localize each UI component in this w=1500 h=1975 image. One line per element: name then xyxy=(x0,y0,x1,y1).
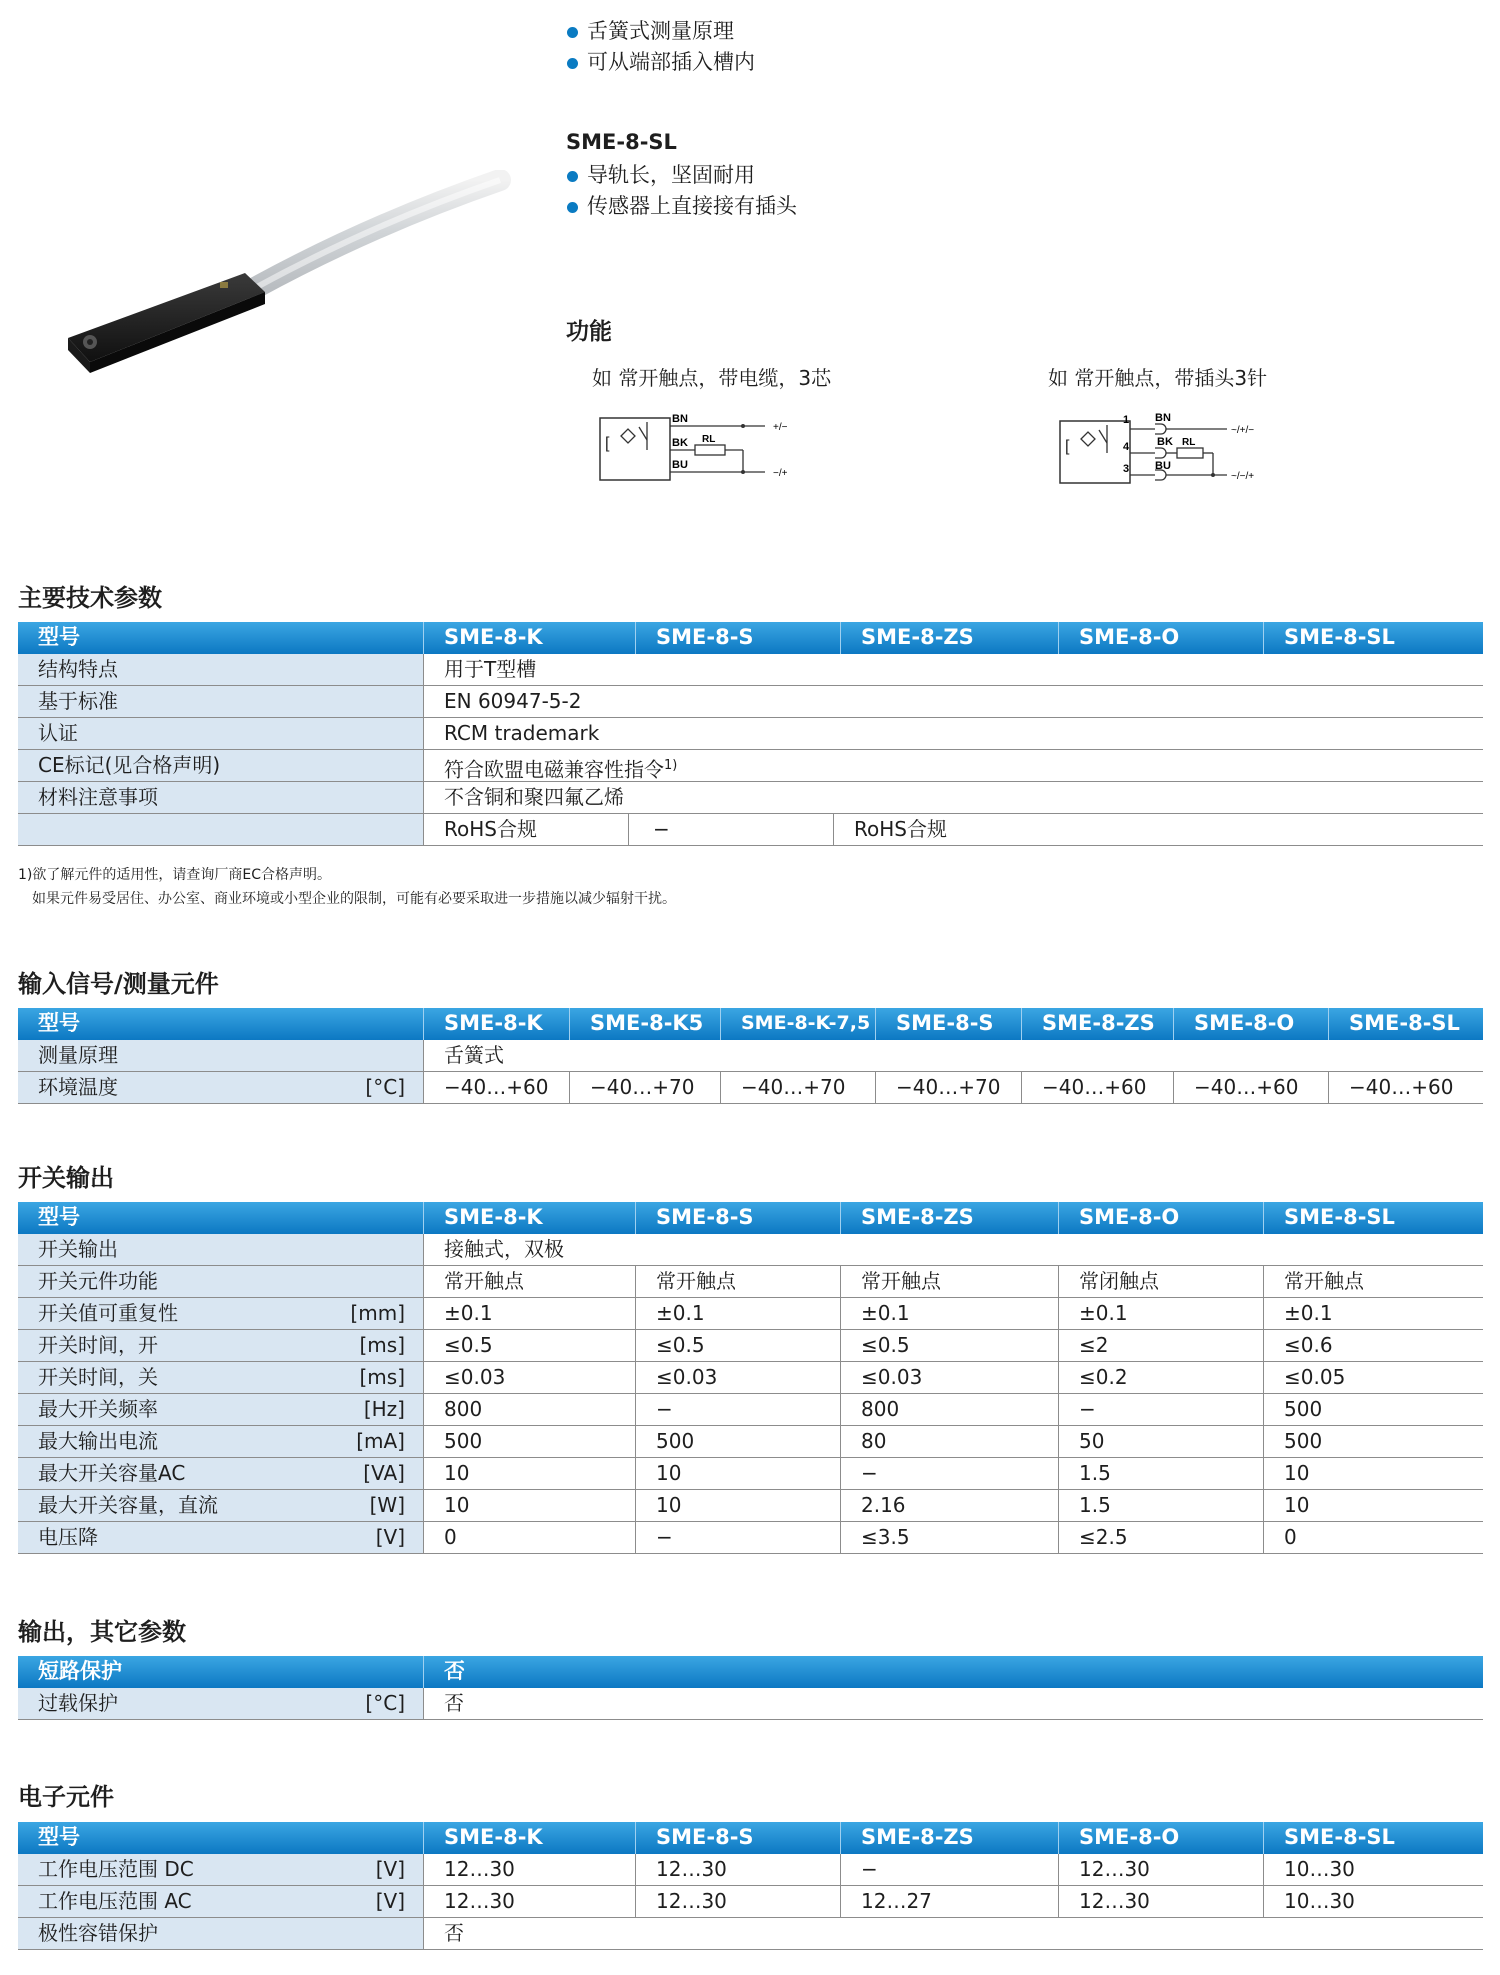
row-label-text: 最大开关容量，直流 xyxy=(38,1493,218,1517)
table-row-rohs xyxy=(18,814,1483,846)
footnote-2: 如果元件易受居住、办公室、商业环境或小型企业的限制，可能有必要采取进一步措施以减少辐射干扰。 xyxy=(32,891,676,907)
row-value: − xyxy=(635,1394,840,1425)
load-label: RL xyxy=(702,434,716,445)
table-switch-output xyxy=(18,1202,1483,1554)
row-value: 10 xyxy=(423,1458,635,1489)
row-label-text: 工作电压范围 AC xyxy=(38,1889,192,1913)
row-value: 10 xyxy=(1263,1490,1483,1521)
row-value: 2.16 xyxy=(840,1490,1058,1521)
row-unit: [V] xyxy=(375,1857,405,1881)
table-row xyxy=(18,1234,1483,1266)
row-label xyxy=(18,1394,423,1425)
row-value: − xyxy=(1058,1394,1263,1425)
header-model: 型号 xyxy=(38,625,80,649)
row-value: 12…30 xyxy=(1058,1886,1263,1917)
svg-text:[: [ xyxy=(1065,438,1070,455)
row-value: 12…30 xyxy=(1058,1854,1263,1885)
row-label: 开关输出 xyxy=(18,1234,423,1265)
row-label xyxy=(18,1362,423,1393)
row-value: 0 xyxy=(1263,1522,1483,1553)
wire-bk-label: BK xyxy=(1157,436,1173,448)
row-value: 否 xyxy=(423,1688,1483,1719)
row-label xyxy=(18,1886,423,1917)
row-value: 舌簧式 xyxy=(423,1040,1483,1071)
row-value: 12…30 xyxy=(423,1854,635,1885)
row-value: 10 xyxy=(1263,1458,1483,1489)
table-row xyxy=(18,1072,1483,1104)
row-value: −40…+60 xyxy=(1173,1072,1328,1103)
table-electronic xyxy=(18,1822,1483,1950)
section-title-electronic: 电子元件 xyxy=(18,1783,114,1811)
row-label-text: 工作电压范围 DC xyxy=(38,1857,194,1881)
table-row xyxy=(18,1490,1483,1522)
row-value: EN 60947-5-2 xyxy=(423,686,1483,717)
row-label-text: 开关元件功能 xyxy=(38,1269,158,1293)
table-row xyxy=(18,1918,1483,1950)
table-header xyxy=(18,622,1483,654)
row-label xyxy=(18,1854,423,1885)
row-value: 12…27 xyxy=(840,1886,1058,1917)
row-value: 常开触点 xyxy=(635,1266,840,1297)
feature-item: 舌簧式测量原理 xyxy=(565,16,755,47)
header-col: SME-8-S xyxy=(635,1202,840,1234)
table-row xyxy=(18,1426,1483,1458)
header-col: SME-8-SL xyxy=(1263,1822,1483,1854)
header-model: 型号 xyxy=(38,1011,80,1035)
table-row xyxy=(18,718,1483,750)
ce-text: 符合欧盟电磁兼容性指令 xyxy=(444,757,664,781)
product-image xyxy=(60,170,520,400)
table-header xyxy=(18,1822,1483,1854)
row-label-text: 开关时间，开 xyxy=(38,1333,158,1357)
electronic-rows xyxy=(18,1854,1483,1918)
row-value: ≤0.03 xyxy=(635,1362,840,1393)
header-col: SME-8-K5 xyxy=(569,1008,720,1040)
row-label-text: 开关时间，关 xyxy=(38,1365,158,1389)
table-row xyxy=(18,686,1483,718)
row-value: 10…30 xyxy=(1263,1886,1483,1917)
row-label xyxy=(18,1426,423,1457)
row-value: 12…30 xyxy=(423,1886,635,1917)
row-label xyxy=(18,1688,423,1719)
row-value: RCM trademark xyxy=(423,718,1483,749)
table-row xyxy=(18,782,1483,814)
section-title-input: 输入信号/测量元件 xyxy=(18,970,219,998)
pin1-label: 1 xyxy=(1123,414,1130,426)
row-value: 10 xyxy=(635,1490,840,1521)
row-value: ≤2.5 xyxy=(1058,1522,1263,1553)
row-label-text: 过载保护 xyxy=(38,1691,118,1715)
row-value: ≤0.5 xyxy=(840,1330,1058,1361)
supply-minus-label: ~/−/+ xyxy=(1231,471,1255,482)
row-label: 测量原理 xyxy=(18,1040,423,1071)
header-col: SME-8-O xyxy=(1058,1202,1263,1234)
feature-item: 传感器上直接接有插头 xyxy=(565,191,797,222)
row-label xyxy=(18,1330,423,1361)
header-col: SME-8-ZS xyxy=(840,1822,1058,1854)
header-col: SME-8-ZS xyxy=(840,1202,1058,1234)
table-header xyxy=(18,1008,1483,1040)
row-value: 常开触点 xyxy=(840,1266,1058,1297)
row-value: ±0.1 xyxy=(1263,1298,1483,1329)
rohs-value: RoHS合规 xyxy=(423,814,628,845)
row-value: −40…+60 xyxy=(1021,1072,1173,1103)
header-col: SME-8-S xyxy=(875,1008,1021,1040)
row-value: 12…30 xyxy=(635,1886,840,1917)
table-row xyxy=(18,1362,1483,1394)
wire-bn-label: BN xyxy=(672,413,688,425)
feature-item: 可从端部插入槽内 xyxy=(565,47,755,78)
function-title: 功能 xyxy=(566,319,612,345)
table-input-signal xyxy=(18,1008,1483,1104)
row-unit: [°C] xyxy=(365,1691,405,1715)
section-title-switch: 开关输出 xyxy=(18,1164,114,1192)
row-value: 50 xyxy=(1058,1426,1263,1457)
row-label-text: 环境温度 xyxy=(38,1075,118,1099)
row-unit: [°C] xyxy=(365,1075,405,1099)
row-value: 常开触点 xyxy=(423,1266,635,1297)
row-value: − xyxy=(840,1458,1058,1489)
header-col: SME-8-SL xyxy=(1263,622,1483,654)
header-col: SME-8-K xyxy=(423,1202,635,1234)
row-unit: [VA] xyxy=(363,1461,405,1485)
row-value: −40…+60 xyxy=(423,1072,569,1103)
row-value: ≤0.6 xyxy=(1263,1330,1483,1361)
row-label xyxy=(18,1266,423,1297)
row-unit: [ms] xyxy=(359,1333,405,1357)
table-row xyxy=(18,1458,1483,1490)
header-col: SME-8-O xyxy=(1173,1008,1328,1040)
row-value: 常开触点 xyxy=(1263,1266,1483,1297)
rohs-value: RoHS合规 xyxy=(833,814,1483,845)
feature-list-sl xyxy=(565,160,797,222)
row-value: ≤0.05 xyxy=(1263,1362,1483,1393)
table-other-params xyxy=(18,1656,1483,1720)
table-row xyxy=(18,1522,1483,1554)
header-model: 型号 xyxy=(38,1825,80,1849)
row-unit: [ms] xyxy=(359,1365,405,1389)
row-unit: [V] xyxy=(375,1889,405,1913)
pin4-label: 4 xyxy=(1123,441,1130,453)
table-row xyxy=(18,750,1483,782)
header-col: SME-8-K-7,5 xyxy=(720,1008,875,1040)
table-row xyxy=(18,1688,1483,1720)
row-value: ±0.1 xyxy=(1058,1298,1263,1329)
wiring-diagram-cable xyxy=(595,402,815,482)
row-value: ±0.1 xyxy=(840,1298,1058,1329)
row-label-text: 电压降 xyxy=(38,1525,98,1549)
header-col: SME-8-O xyxy=(1058,1822,1263,1854)
row-value: −40…+60 xyxy=(1328,1072,1483,1103)
table-header xyxy=(18,1656,1483,1688)
row-label-empty xyxy=(18,814,423,845)
row-value: 常闭触点 xyxy=(1058,1266,1263,1297)
row-value: ±0.1 xyxy=(423,1298,635,1329)
row-unit: [mm] xyxy=(350,1301,405,1325)
row-value: −40…+70 xyxy=(720,1072,875,1103)
row-label: 认证 xyxy=(18,718,423,749)
row-value: ≤0.03 xyxy=(840,1362,1058,1393)
row-value: 500 xyxy=(635,1426,840,1457)
wire-bu-label: BU xyxy=(1155,460,1171,472)
section-title-other: 输出，其它参数 xyxy=(18,1618,186,1646)
row-unit: [mA] xyxy=(356,1429,405,1453)
caption-cable: 如 常开触点，带电缆，3芯 xyxy=(592,366,832,390)
row-label-text: 最大开关容量AC xyxy=(38,1461,186,1485)
row-label xyxy=(18,1522,423,1553)
table-row xyxy=(18,1298,1483,1330)
row-label xyxy=(18,1072,423,1103)
row-value: ≤0.5 xyxy=(423,1330,635,1361)
row-label: CE标记(见合格声明) xyxy=(18,750,423,781)
row-value: 800 xyxy=(423,1394,635,1425)
header-col: SME-8-S xyxy=(635,622,840,654)
header-label: 短路保护 xyxy=(38,1659,122,1683)
row-label: 极性容错保护 xyxy=(18,1918,423,1949)
wire-bu-label: BU xyxy=(672,459,688,471)
row-label-text: 最大输出电流 xyxy=(38,1429,158,1453)
rohs-value: − xyxy=(628,814,833,845)
row-value: 不含铜和聚四氟乙烯 xyxy=(423,782,1483,813)
row-value: ≤3.5 xyxy=(840,1522,1058,1553)
row-value: 12…30 xyxy=(635,1854,840,1885)
feature-item: 导轨长，坚固耐用 xyxy=(565,160,797,191)
row-label xyxy=(18,1490,423,1521)
table-row xyxy=(18,1330,1483,1362)
caption-plug: 如 常开触点，带插头3针 xyxy=(1048,366,1268,390)
header-col: SME-8-O xyxy=(1058,622,1263,654)
row-value: 0 xyxy=(423,1522,635,1553)
row-value: 500 xyxy=(1263,1394,1483,1425)
row-value: 用于T型槽 xyxy=(423,654,1483,685)
row-value: 1.5 xyxy=(1058,1458,1263,1489)
row-value: 500 xyxy=(423,1426,635,1457)
header-col: SME-8-K xyxy=(423,1008,569,1040)
supply-plus-label: +/− xyxy=(773,422,788,433)
row-value: − xyxy=(840,1854,1058,1885)
row-value: 10 xyxy=(423,1490,635,1521)
row-value: 1.5 xyxy=(1058,1490,1263,1521)
header-col: SME-8-SL xyxy=(1328,1008,1483,1040)
header-col: SME-8-S xyxy=(635,1822,840,1854)
header-col: SME-8-ZS xyxy=(1021,1008,1173,1040)
header-col: SME-8-K xyxy=(423,622,635,654)
row-value: 10 xyxy=(635,1458,840,1489)
row-value: −40…+70 xyxy=(569,1072,720,1103)
header-col: SME-8-SL xyxy=(1263,1202,1483,1234)
section-title-main: 主要技术参数 xyxy=(18,584,162,612)
table-row xyxy=(18,1266,1483,1298)
row-label-text: 最大开关频率 xyxy=(38,1397,158,1421)
row-value: ≤0.2 xyxy=(1058,1362,1263,1393)
row-unit: [Hz] xyxy=(363,1397,405,1421)
table-row xyxy=(18,1854,1483,1886)
row-label: 结构特点 xyxy=(18,654,423,685)
row-unit: [V] xyxy=(375,1525,405,1549)
load-label: RL xyxy=(1182,437,1196,448)
row-label xyxy=(18,1298,423,1329)
svg-text:[: [ xyxy=(605,435,610,452)
row-label xyxy=(18,1458,423,1489)
pin3-label: 3 xyxy=(1123,463,1130,475)
wiring-diagram-plug xyxy=(1055,405,1295,487)
header-col: SME-8-K xyxy=(423,1822,635,1854)
wire-bn-label: BN xyxy=(1155,412,1171,424)
table-row xyxy=(18,1886,1483,1918)
row-value: 10…30 xyxy=(1263,1854,1483,1885)
header-value: 否 xyxy=(423,1656,1483,1688)
row-value xyxy=(423,750,1483,781)
supply-minus-label: −/+ xyxy=(773,468,788,479)
row-label: 基于标准 xyxy=(18,686,423,717)
row-value: ≤2 xyxy=(1058,1330,1263,1361)
row-value: 500 xyxy=(1263,1426,1483,1457)
table-main-params xyxy=(18,622,1483,846)
row-value: − xyxy=(635,1522,840,1553)
row-value: ≤0.5 xyxy=(635,1330,840,1361)
row-value: 否 xyxy=(423,1918,1483,1949)
row-value: 接触式，双极 xyxy=(423,1234,1483,1265)
table-row xyxy=(18,1040,1483,1072)
table-header xyxy=(18,1202,1483,1234)
supply-plus-label: ~/+/− xyxy=(1231,425,1255,436)
row-value: −40…+70 xyxy=(875,1072,1021,1103)
header-model: 型号 xyxy=(38,1205,80,1229)
feature-list-top xyxy=(565,16,755,78)
header-col: SME-8-ZS xyxy=(840,622,1058,654)
model-subtitle: SME-8-SL xyxy=(566,130,677,154)
switch-rows xyxy=(18,1266,1483,1554)
row-value: 80 xyxy=(840,1426,1058,1457)
table-row xyxy=(18,1394,1483,1426)
row-value: ±0.1 xyxy=(635,1298,840,1329)
row-unit: [W] xyxy=(369,1493,405,1517)
footnote-ref: 1) xyxy=(664,758,678,773)
row-value: ≤0.03 xyxy=(423,1362,635,1393)
wire-bk-label: BK xyxy=(672,437,688,449)
row-label: 材料注意事项 xyxy=(18,782,423,813)
row-label-text: 开关值可重复性 xyxy=(38,1301,178,1325)
footnote-1: 1)欲了解元件的适用性，请查询厂商EC合格声明。 xyxy=(18,867,331,883)
table-row xyxy=(18,654,1483,686)
row-value: 800 xyxy=(840,1394,1058,1425)
